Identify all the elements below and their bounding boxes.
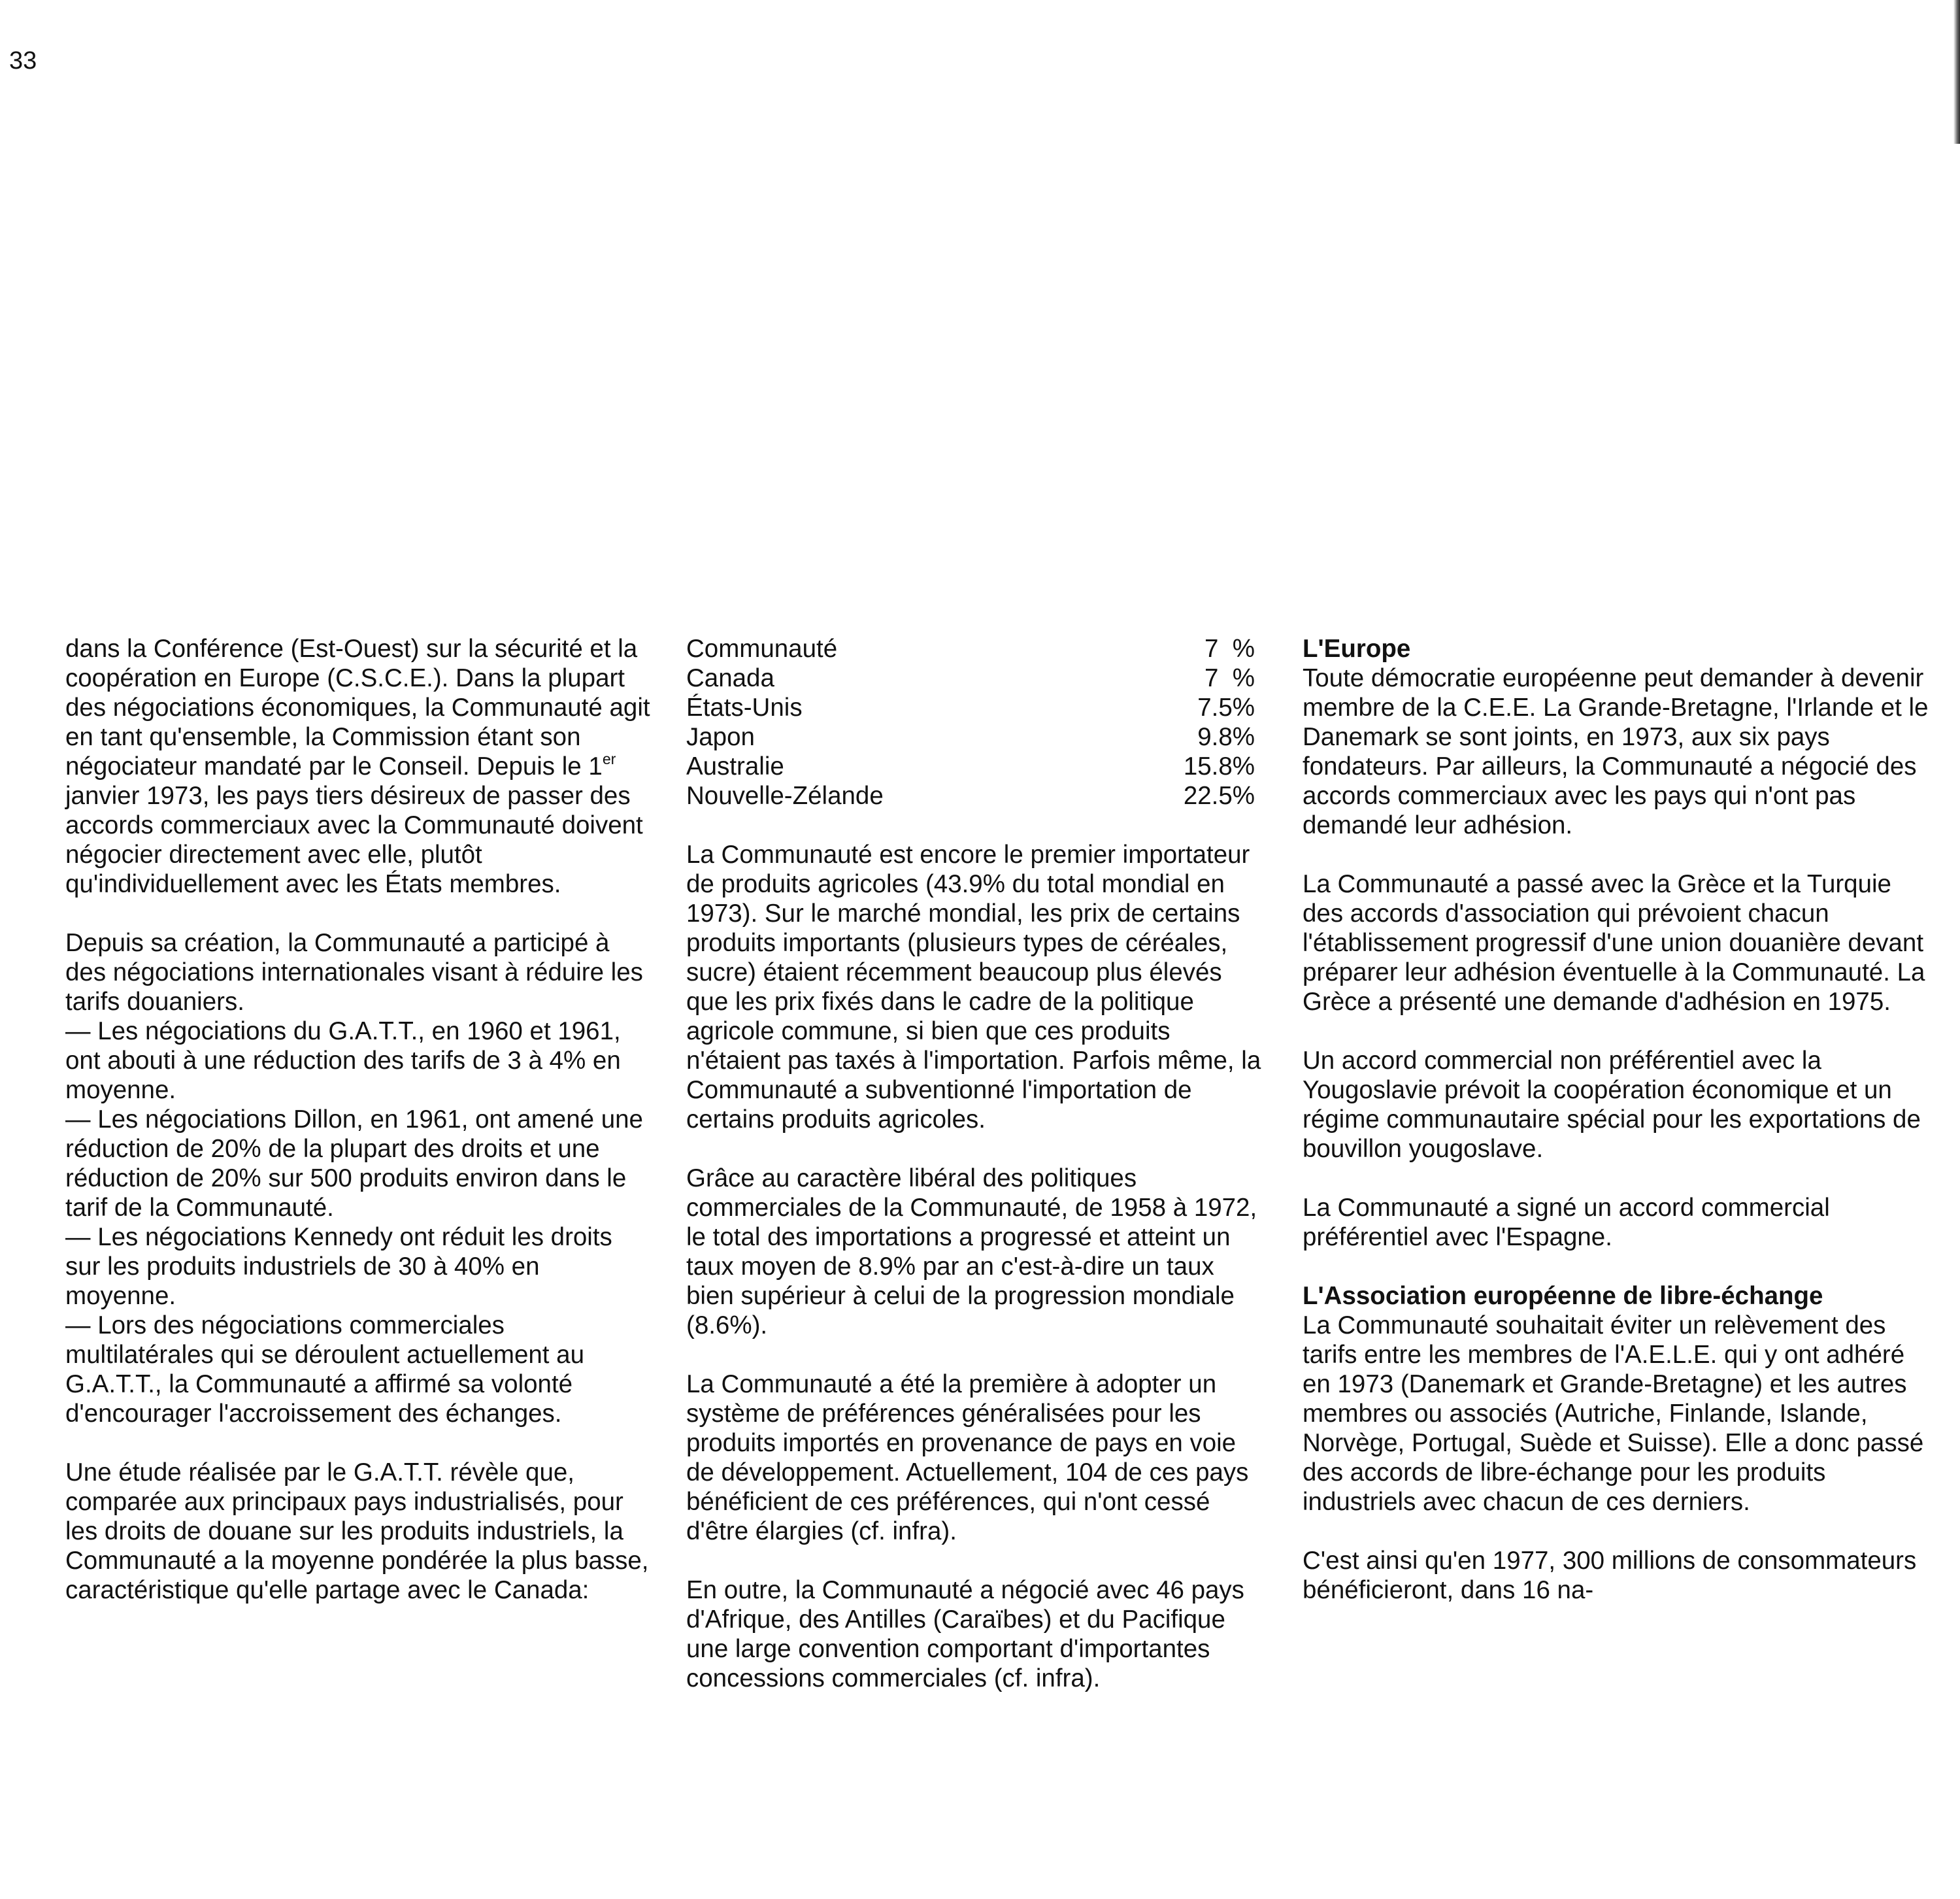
table-row: [686, 752, 1255, 781]
tariff-value: 7 %: [1204, 664, 1255, 692]
text-column-3: [1303, 634, 1930, 1605]
table-row: [686, 693, 1255, 722]
list-item-gatt: — Les négociations du G.A.T.T., en 1960 et 1961, ont abouti à une réduction des tarifs de 3 à 4% en moyenne.: [65, 1017, 621, 1104]
country-name: Canada: [686, 664, 774, 692]
table-row: [686, 781, 1255, 811]
tariff-value: 7 %: [1204, 635, 1255, 663]
list-item-dillon: — Les négociations Dillon, en 1961, ont amené une réduction de 20% de la plupart des droits et une réduction de 20% sur 500 produits environ dans le tarif de la Communauté.: [65, 1105, 643, 1222]
list-item-multilateral: — Lors des négociations commerciales multilatérales qui se déroulent actuellement au G.A.T.T., la Communauté a affirmé sa volonté d'encourager l'accroissement des échanges.: [65, 1311, 584, 1428]
paragraph-consumers: C'est ainsi qu'en 1977, 300 millions de consommateurs bénéficieront, dans 16 na-: [1303, 1547, 1917, 1604]
paragraph-intro: Depuis sa création, la Communauté a participé à des négociations internationales visant à réduire les tarifs douaniers.: [65, 929, 643, 1016]
paragraph-generalized-preferences: La Communauté a été la première à adopter un système de préférences généralisées pour les produits importés en provenance de pays en voie de développement. Actuellement, 104 de ces pays bénéficient de ces préférences, qui n'ont cessé d'être élargies (cf. infra).: [686, 1370, 1249, 1545]
country-name: Nouvelle-Zélande: [686, 782, 884, 810]
paragraph-text: Toute démocratie européenne peut demander à devenir membre de la C.E.E. La Grande-Bretagne, l'Irlande et le Danemark se sont joints, en 1973, aux six pays fondateurs. Par ailleurs, la Communauté a négocié des accords commerciaux avec les pays qui n'ont pas demandé leur adhésion.: [1303, 664, 1929, 839]
paragraph-greece-turkey: La Communauté a passé avec la Grèce et la Turquie des accords d'association qui prévoient chacun l'établissement progressif d'une union douanière devant préparer leur adhésion éventuelle à la Communauté. La Grèce a présenté une demande d'adhésion en 1975.: [1303, 870, 1925, 1016]
scan-edge-shadow: [1953, 0, 1960, 144]
paragraph-agricultural-imports: La Communauté est encore le premier importateur de produits agricoles (43.9% du total mondial en 1973). Sur le marché mondial, les prix de certains produits importants (plusieurs types de céréales, sucre) étaient récemment beaucoup plus élevés que les prix fixés dans le cadre de la politique agricole commune, si bien que ces produits n'étaient pas taxés à l'importation. Parfois même, la Communauté a subventionné l'importation de certains produits agricoles.: [686, 841, 1261, 1134]
ordinal-superscript: er: [602, 750, 616, 767]
paragraph-negotiations: [65, 928, 654, 1428]
country-name: Communauté: [686, 635, 838, 663]
section-heading: L'Association européenne de libre-échange: [1303, 1282, 1823, 1310]
paragraph-gatt-study: Une étude réalisée par le G.A.T.T. révèle que, comparée aux principaux pays industrialisés, pour les droits de douane sur les produits industriels, la Communauté a la moyenne pondérée la plus basse, caractéristique qu'elle partage avec le Canada:: [65, 1458, 649, 1604]
paragraph-text: dans la Conférence (Est-Ouest) sur la sécurité et la coopération en Europe (C.S.C.E.). Dans la plupart des négociations économiques, la Communauté agit en tant qu'ensemble, la Commission étant son négociateur mandaté par le Conseil. Depuis le 1: [65, 635, 650, 781]
country-name: Australie: [686, 752, 784, 781]
tariff-table: [686, 634, 1255, 811]
paragraph-text: La Communauté souhaitait éviter un relèvement des tarifs entre les membres de l'A.E.L.E. qui y ont adhéré en 1973 (Danemark et Grande-Bretagne) et les autres membres ou associés (Autriche, Finlande, Islande, Norvège, Portugal, Suède et Suisse). Elle a donc passé des accords de libre-échange pour les produits industriels avec chacun de ces derniers.: [1303, 1311, 1924, 1516]
paragraph-yugoslavia: Un accord commercial non préférentiel avec la Yougoslavie prévoit la coopération économique et un régime communautaire spécial pour les exportations de bouvillon yougoslave.: [1303, 1047, 1921, 1163]
table-row: [686, 634, 1255, 664]
text-column-2: [686, 634, 1261, 1693]
section-europe: [1303, 634, 1930, 840]
paragraph-spain: La Communauté a signé un accord commercial préférentiel avec l'Espagne.: [1303, 1194, 1830, 1251]
paragraph-cscse: [65, 634, 654, 899]
table-row: [686, 722, 1255, 752]
table-row: [686, 664, 1255, 693]
paragraph-text: janvier 1973, les pays tiers désireux de passer des accords commerciaux avec la Communauté doivent négocier directement avec elle, plutôt qu'individuellement avec les États membres.: [65, 782, 643, 898]
list-item-kennedy: — Les négociations Kennedy ont réduit les droits sur les produits industriels de 30 à 40% en moyenne.: [65, 1223, 612, 1310]
tariff-value: 9.8%: [1197, 723, 1255, 751]
paragraph-acp-convention: En outre, la Communauté a négocié avec 46 pays d'Afrique, des Antilles (Caraïbes) et du Pacifique une large convention comportant d'importantes concessions commerciales (cf. infra).: [686, 1576, 1244, 1692]
paragraph-liberal-policies: Grâce au caractère libéral des politiques commerciales de la Communauté, de 1958 à 1972, le total des importations a progressé et atteint un taux moyen de 8.9% par an c'est-à-dire un taux bien supérieur à celui de la progression mondiale (8.6%).: [686, 1164, 1257, 1339]
tariff-value: 15.8%: [1183, 752, 1255, 781]
section-efta: [1303, 1281, 1930, 1517]
text-column-1: [65, 634, 654, 1605]
page-number: 33: [9, 47, 37, 75]
country-name: États-Unis: [686, 694, 803, 722]
tariff-value: 22.5%: [1183, 782, 1255, 810]
section-heading: L'Europe: [1303, 635, 1411, 663]
country-name: Japon: [686, 723, 755, 751]
tariff-value: 7.5%: [1197, 694, 1255, 722]
